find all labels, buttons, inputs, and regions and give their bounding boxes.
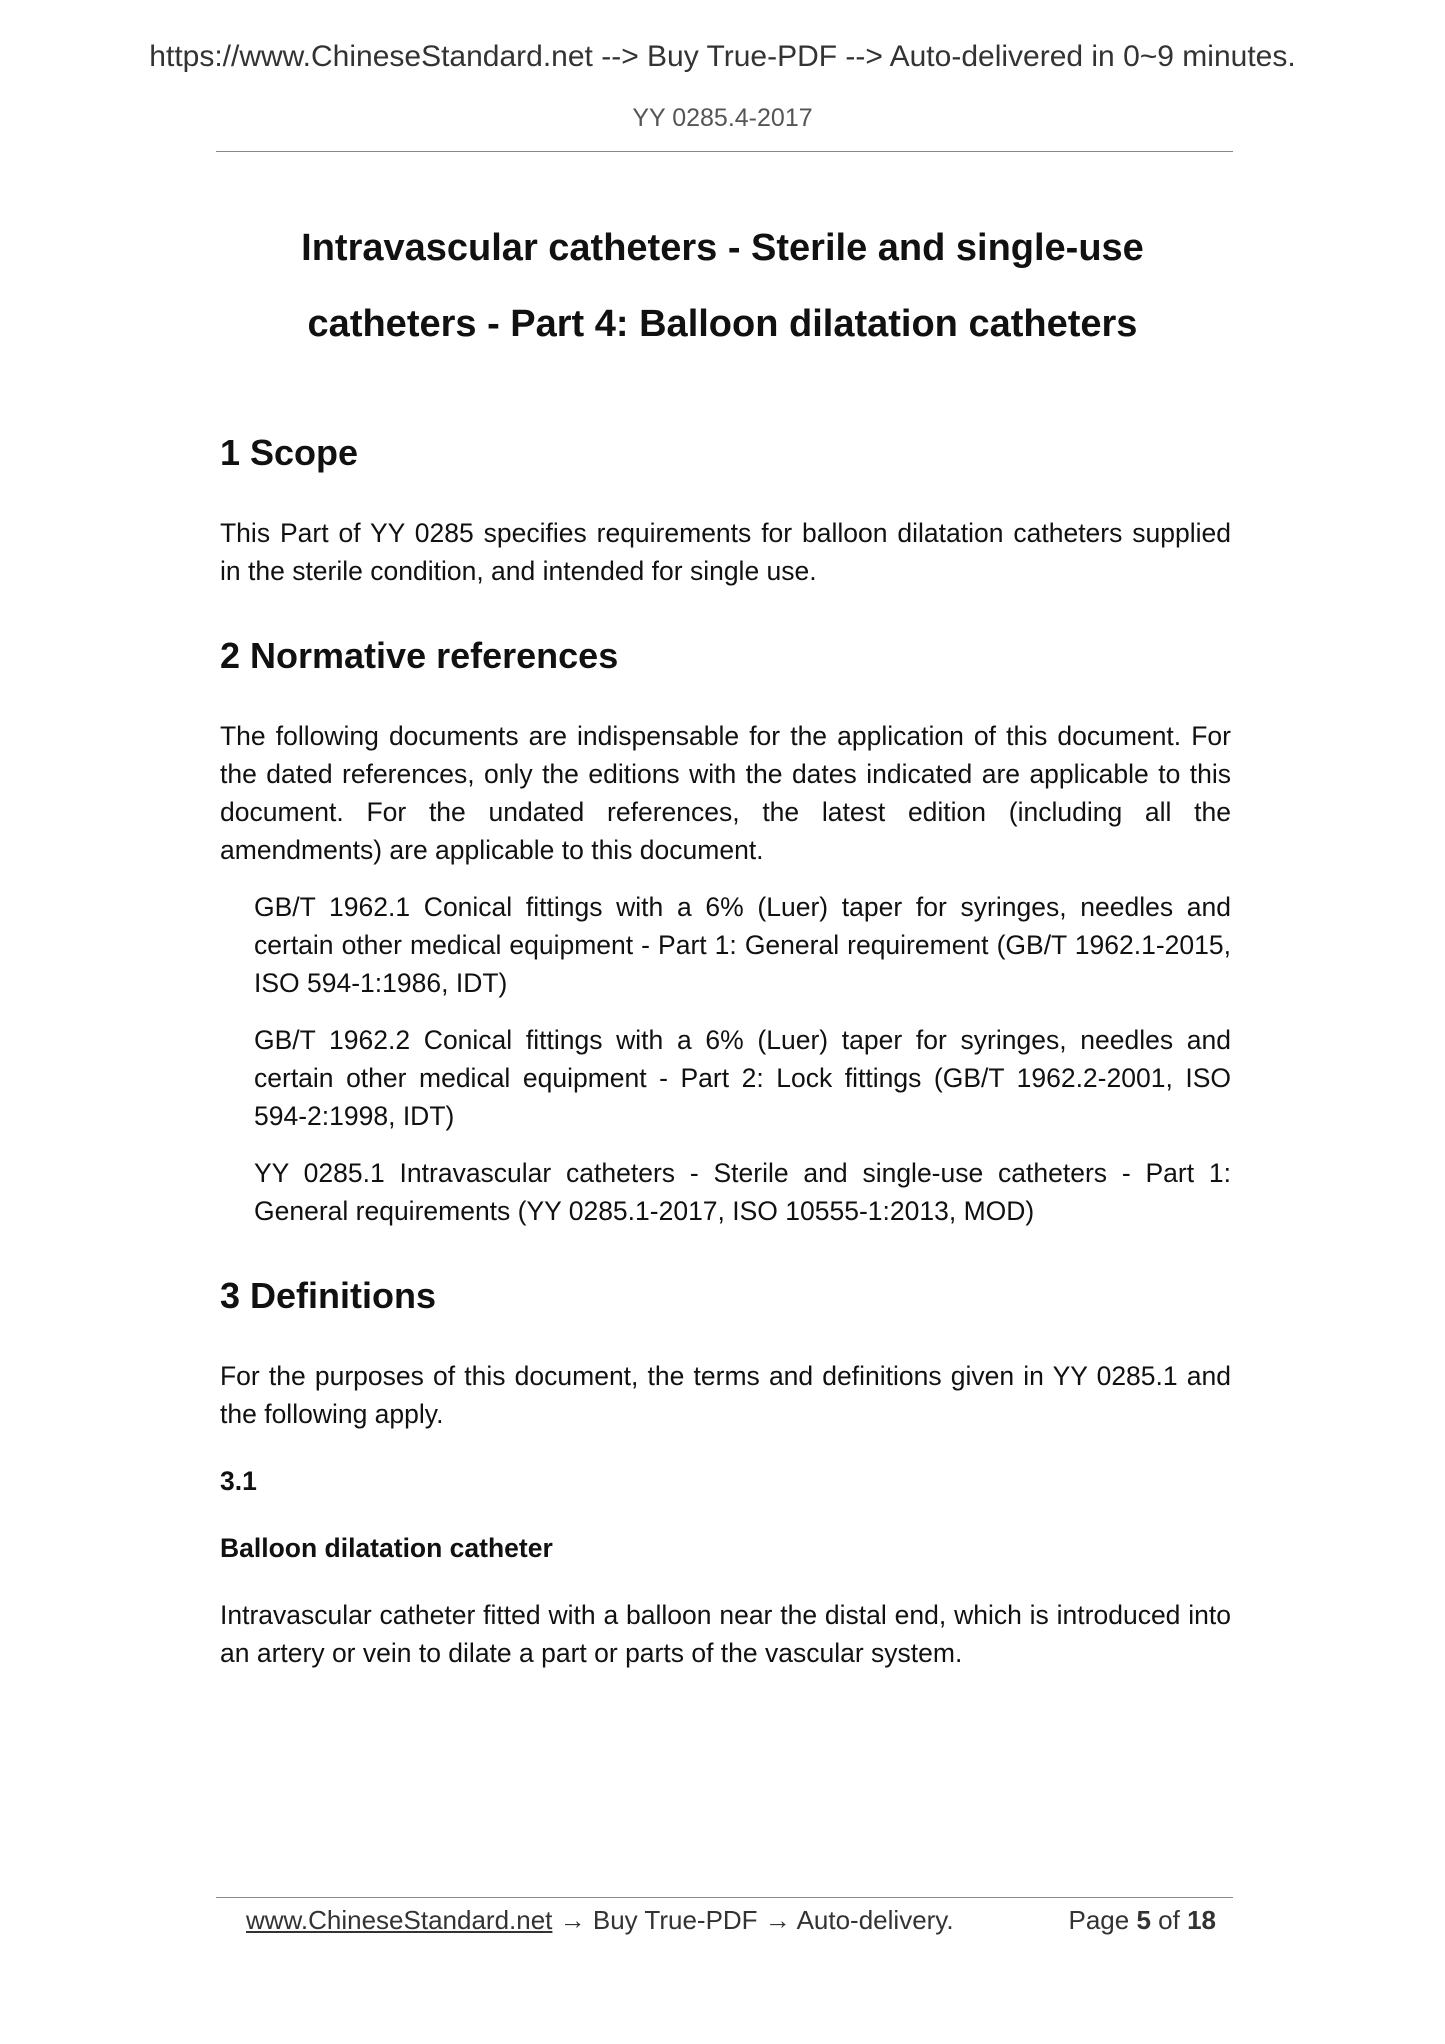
current-page: 5 xyxy=(1136,1905,1151,1935)
header-divider xyxy=(216,151,1233,152)
footer-tagline: → Buy True-PDF → Auto-delivery. xyxy=(552,1905,954,1935)
document-code: YY 0285.4-2017 xyxy=(632,104,813,132)
term-definition: Intravascular catheter fitted with a balloon near the distal end, which is introduced into an artery or vein to dilate a part or parts of the vascular system. xyxy=(220,1600,1231,1668)
term-name: Balloon dilatation catheter xyxy=(220,1533,553,1563)
reference-item: YY 0285.1 Intravascular catheters - Sterile and single-use catheters - Part 1: General requirements (YY 0285.1-2017, ISO 10555-1:2013, MOD) xyxy=(254,1158,1231,1226)
definitions-intro-paragraph: For the purposes of this document, the terms and definitions given in YY 0285.1 and the following apply. xyxy=(220,1361,1231,1429)
footer-divider xyxy=(216,1897,1233,1898)
reference-item: GB/T 1962.2 Conical fittings with a 6% (Luer) taper for syringes, needles and certain other medical equipment - Part 2: Lock fittings (GB/T 1962.2-2001, ISO 594-2:1998, IDT) xyxy=(254,1025,1231,1131)
document-body xyxy=(220,430,1231,1672)
normative-intro-paragraph: The following documents are indispensable for the application of this document. For the dated references, only the editions with the dates indicated are applicable to this document. For the undated references, the latest edition (including all the amendments) are applicable to this document. xyxy=(220,721,1231,865)
site-link[interactable]: www.ChineseStandard.net xyxy=(246,1905,553,1935)
footer-left xyxy=(246,1905,954,1936)
reference-item: GB/T 1962.1 Conical fittings with a 6% (Luer) taper for syringes, needles and certain other medical equipment - Part 1: General requirement (GB/T 1962.1-2015, ISO 594-1:1986, IDT) xyxy=(254,892,1231,998)
term-number: 3.1 xyxy=(220,1466,257,1496)
section-heading-definitions: 3 Definitions xyxy=(220,1275,437,1316)
title-line-1: Intravascular catheters - Sterile and single-use xyxy=(301,227,1144,269)
page-number xyxy=(1068,1905,1216,1936)
top-banner: https://www.ChineseStandard.net --> Buy True-PDF --> Auto-delivered in 0~9 minutes. xyxy=(149,40,1296,73)
of-label: of xyxy=(1158,1905,1180,1935)
total-pages: 18 xyxy=(1187,1905,1216,1935)
document-title xyxy=(200,210,1245,362)
section-heading-scope: 1 Scope xyxy=(220,432,359,473)
page-label: Page xyxy=(1068,1905,1130,1935)
section-heading-normative-references: 2 Normative references xyxy=(220,635,619,676)
title-line-2: catheters - Part 4: Balloon dilatation catheters xyxy=(307,303,1138,345)
scope-paragraph: This Part of YY 0285 specifies requirements for balloon dilatation catheters supplied in the sterile condition, and intended for single use. xyxy=(220,518,1231,586)
